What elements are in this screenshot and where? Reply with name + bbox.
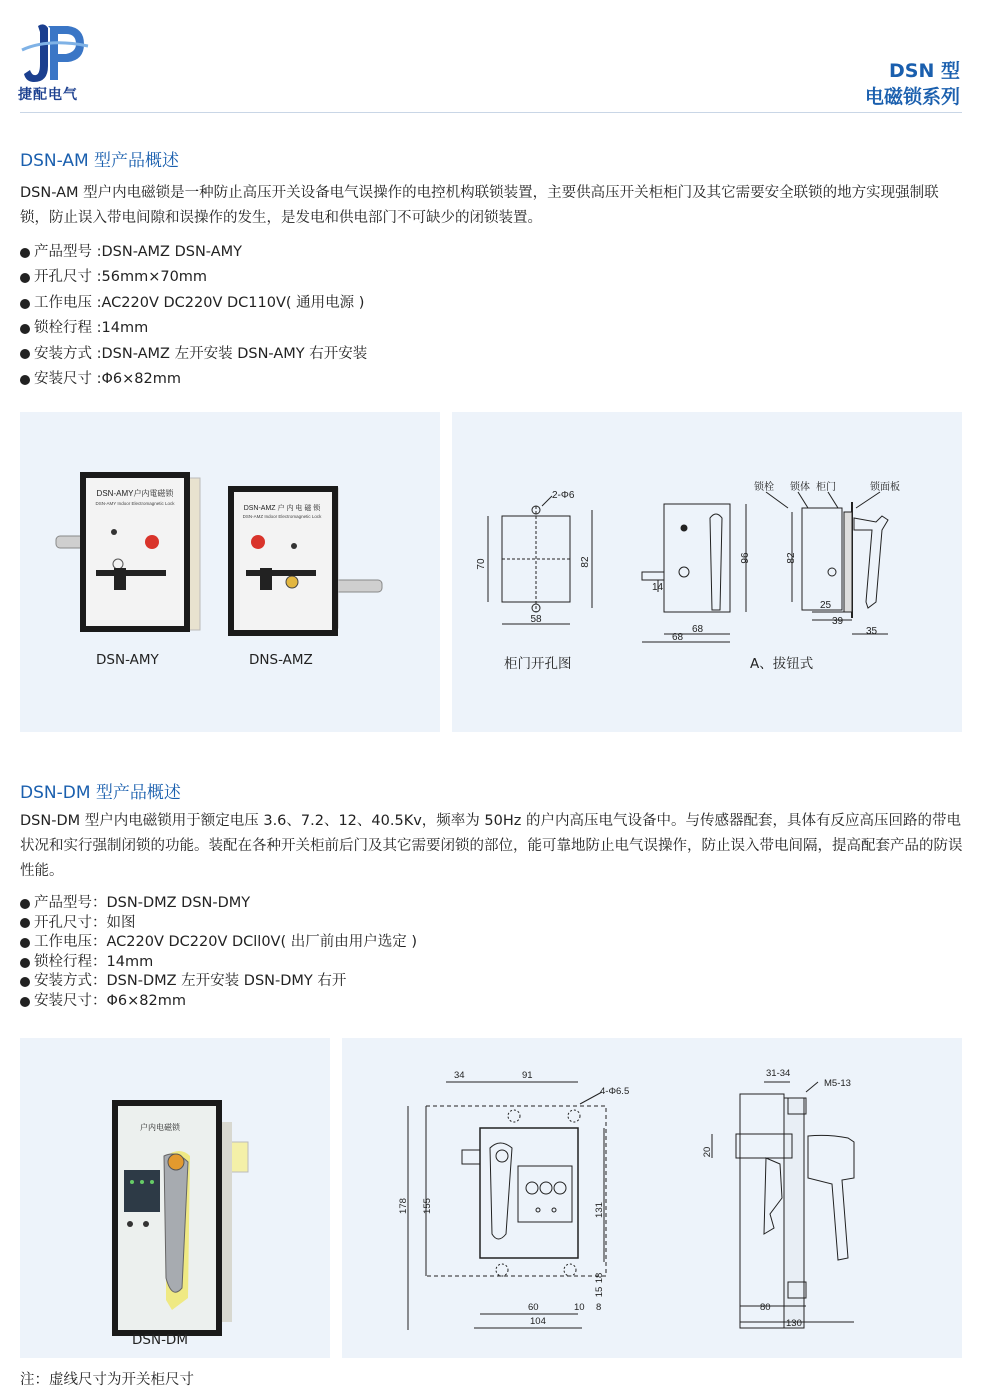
dm-dim-3134: 31-34 [766, 1068, 791, 1079]
dm-product-photo [20, 1038, 330, 1358]
section-am-spec-list [20, 240, 367, 392]
bullet-icon [20, 918, 30, 928]
dim-68b: 68 [672, 632, 684, 643]
bullet-icon [20, 248, 30, 258]
dm-dim-178: 178 [398, 1198, 409, 1214]
spec-item: 安装尺寸：Φ6×82mm [20, 992, 417, 1012]
dm-dim-m513: M5-13 [824, 1078, 851, 1089]
section-am-title: DSN-AM 型产品概述 [20, 151, 180, 171]
dim-68a: 68 [692, 624, 704, 635]
dm-dimension-diagrams [342, 1038, 962, 1358]
dim-82: 82 [786, 552, 797, 564]
diagram-caption-cutout: 柜门开孔图 [504, 656, 572, 672]
amy-label: DSN-AMY户内電磁锁 [96, 489, 174, 498]
photo-caption-amz: DNS-AMZ [249, 652, 313, 668]
cutout-hole-label: 2-Φ6 [552, 490, 575, 501]
amy-label-en: DSN-AMY Indoor Electromagnetic Lock [95, 501, 175, 506]
section-dm-description: DSN-DM 型户内电磁锁用于额定电压 3.6、7.2、12、40.5Kv，频率为 50Hz 的户内高压电气设备中。与传感器配套，具体有反应高压回路的带电状况和实行强制闭锁的功能。装配在各种开关柜前后门及其它需要闭锁的部位，能可靠地防止电气误操作，防止误入带电间隔，提高配套产品的防误性能。 [20, 813, 963, 879]
dm-dim-60: 60 [528, 1302, 539, 1313]
dm-dim-34: 34 [454, 1070, 465, 1081]
bullet-icon [20, 958, 30, 968]
spec-item: 锁栓行程：14mm [20, 953, 417, 973]
am-product-photos [20, 412, 440, 732]
photo-caption-dm: DSN-DM [132, 1332, 188, 1348]
spec-item: 产品型号 :DSN-AMZ DSN-AMY [20, 240, 367, 265]
section-am-description: DSN-AM 型户内电磁锁是一种防止高压开关设备电气误操作的电控机构联锁装置，主要供高压开关柜柜门及其它需要安全联锁的地方实现强制联锁，防止误入带电间隙和误操作的发生，是发电和供电部门不可缺少的闭锁装置。 [20, 185, 939, 226]
dim-25: 25 [820, 600, 832, 611]
dim-14: 14 [652, 582, 664, 593]
dim-39: 39 [832, 616, 844, 627]
dim-35: 35 [866, 626, 878, 637]
dm-dim-holes: 4-Φ6.5 [600, 1086, 630, 1097]
dm-diagram-panel [342, 1038, 962, 1358]
bullet-icon [20, 299, 30, 309]
part-bolt: 锁栓 [754, 482, 774, 493]
dm-side-view [712, 1082, 854, 1328]
cutout-height-left: 70 [476, 558, 487, 570]
am-diagram-panel [452, 412, 962, 732]
dm-dim-131: 131 [594, 1202, 605, 1218]
am-photo-panel [20, 412, 440, 732]
dns-amz-photo [228, 486, 382, 636]
dm-dim-104: 104 [530, 1316, 546, 1327]
dm-dim-8: 8 [596, 1302, 602, 1313]
part-body: 锁体 [790, 482, 810, 493]
bullet-icon [20, 938, 30, 948]
cutout-height-right: 82 [580, 556, 591, 568]
section-dm-title: DSN-DM 型产品概述 [20, 783, 181, 803]
amz-label: DSN-AMZ 户 内 电 磁 锁 [243, 505, 321, 512]
spec-item: 安装方式 :DSN-AMZ 左开安装 DSN-AMY 右开安装 [20, 342, 367, 367]
bullet-icon [20, 324, 30, 334]
spec-item: 安装方式：DSN-DMZ 左开安装 DSN-DMY 右开 [20, 972, 417, 992]
dm-dim-80: 80 [760, 1302, 771, 1313]
knob-diagram [642, 492, 888, 642]
dm-dim-20: 20 [702, 1146, 713, 1158]
dm-dim-15: 15 [594, 1286, 605, 1298]
bullet-icon [20, 997, 30, 1007]
spec-item: 开孔尺寸 :56mm×70mm [20, 265, 367, 290]
dsn-amy-photo [56, 472, 200, 632]
dm-front-view [408, 1082, 606, 1330]
dm-dim-91: 91 [522, 1070, 533, 1081]
header-divider [20, 112, 962, 113]
cutout-width: 58 [530, 614, 542, 625]
part-door: 柜门 [816, 482, 836, 493]
dm-dim-130: 130 [786, 1318, 802, 1329]
bullet-icon [20, 349, 30, 359]
dm-dim-18: 18 [594, 1272, 605, 1284]
dm-dim-155: 155 [422, 1198, 433, 1214]
spec-item: 产品型号：DSN-DMZ DSN-DMY [20, 894, 417, 914]
bullet-icon [20, 977, 30, 987]
dim-96: 96 [740, 552, 751, 564]
logo-text: 捷配电气 [18, 87, 78, 103]
dm-product-label: 户内电磁锁 [140, 1123, 180, 1132]
bullet-icon [20, 273, 30, 283]
cutout-diagram [488, 496, 592, 624]
spec-item: 锁栓行程 :14mm [20, 316, 367, 341]
bullet-icon [20, 899, 30, 909]
page-header [0, 0, 1000, 120]
diagram-caption-knob: A、拔钮式 [750, 656, 814, 672]
dm-photo-panel [20, 1038, 330, 1358]
spec-item: 安装尺寸 :Φ6×82mm [20, 367, 367, 392]
footnote: 注：虚线尺寸为开关柜尺寸 [20, 1372, 194, 1388]
am-dimension-diagrams [452, 412, 962, 732]
spec-item: 工作电压：AC220V DC220V DCll0V( 出厂前由用户选定 ) [20, 933, 417, 953]
brand-subtitle: 电磁锁系列 [864, 86, 960, 108]
brand-title: DSN 型 [889, 60, 960, 82]
part-panel: 锁面板 [870, 482, 900, 493]
spec-item: 开孔尺寸：如图 [20, 914, 417, 934]
dm-dim-10: 10 [574, 1302, 585, 1313]
section-dm-spec-list [20, 894, 417, 1012]
amz-label-en: DSN-AMZ Indoor Electromagnetic Lock [242, 514, 322, 519]
spec-item: 工作电压 :AC220V DC220V DC110V( 通用电源 ) [20, 291, 367, 316]
photo-caption-amy: DSN-AMY [96, 652, 159, 668]
bullet-icon [20, 375, 30, 385]
